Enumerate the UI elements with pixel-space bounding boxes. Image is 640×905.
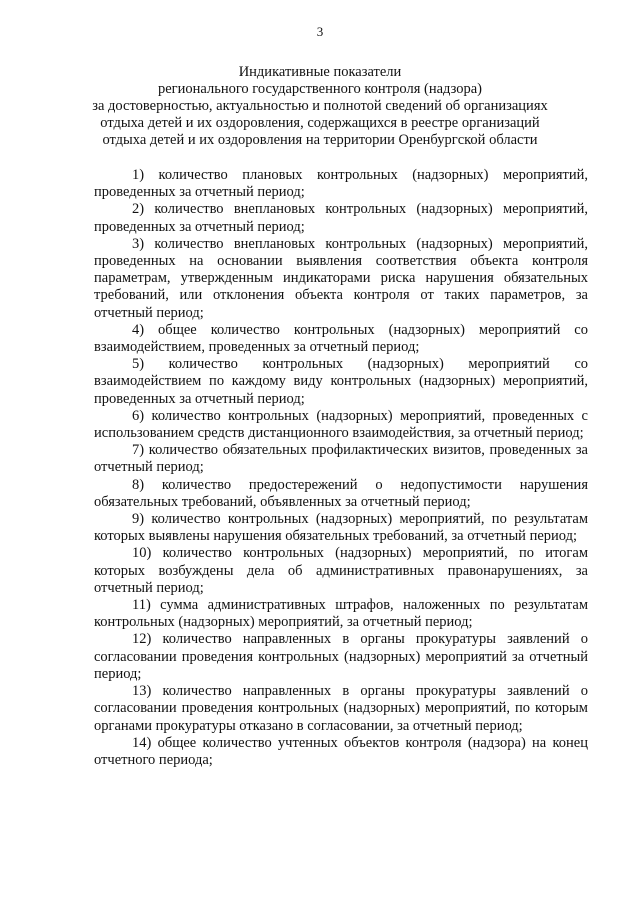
list-item: 12) количество направленных в органы прокуратуры заявлений о согласовании проведения контрольных (надзорных) мероприятий за отчетный период; [94,631,588,682]
list-item: 10) количество контрольных (надзорных) мероприятий, по итогам которых возбуждены дела об административных правонарушениях, за отчетный период; [94,545,588,596]
title-line: Индикативные показатели [238,64,402,80]
list-item: 13) количество направленных в органы прокуратуры заявлений о согласовании проведения контрольных (надзорных) мероприятий, по которым органами прокуратуры отказано в согласовании, за отчетный период; [94,683,588,734]
list-item: 3) количество внеплановых контрольных (надзорных) мероприятий, проведенных на основании выявления соответствия объекта контроля параметрам, утвержденным индикаторами риска нарушения обязательных требований, или отклонения объекта контроля от таких параметров, за отчетный период; [94,235,588,321]
title-line: отдыха детей и их оздоровления, содержащихся в реестре организаций [100,115,540,131]
indicator-list [94,167,588,769]
list-item: 11) сумма административных штрафов, наложенных по результатам контрольных (надзорных) мероприятий, за отчетный период; [94,597,588,631]
list-item: 7) количество обязательных профилактических визитов, проведенных за отчетный период; [94,442,588,476]
title-line: за достоверностью, актуальностью и полнотой сведений об организациях [92,98,548,114]
list-item: 8) количество предостережений о недопустимости нарушения обязательных требований, объявленных за отчетный период; [94,476,588,510]
list-item: 5) количество контрольных (надзорных) мероприятий со взаимодействием по каждому виду контрольных (надзорных) мероприятий, проведенных за отчетный период; [94,356,588,407]
list-item: 9) количество контрольных (надзорных) мероприятий, по результатам которых выявлены нарушения обязательных требований, за отчетный период; [94,511,588,545]
list-item: 6) количество контрольных (надзорных) мероприятий, проведенных с использованием средств дистанционного взаимодействия, за отчетный период; [94,407,588,442]
page-number: 3 [316,24,324,39]
list-item: 14) общее количество учтенных объектов контроля (надзора) на конец отчетного периода; [94,734,588,768]
list-item: 1) количество плановых контрольных (надзорных) мероприятий, проведенных за отчетный период; [94,167,588,201]
list-item: 4) общее количество контрольных (надзорных) мероприятий со взаимодействием, проведенных за отчетный период; [94,321,588,356]
document-title [60,64,580,149]
title-line: отдыха детей и их оздоровления на территории Оренбургской области [102,132,538,148]
list-item: 2) количество внеплановых контрольных (надзорных) мероприятий, проведенных за отчетный период; [94,201,588,235]
title-line: регионального государственного контроля (надзора) [158,81,482,97]
